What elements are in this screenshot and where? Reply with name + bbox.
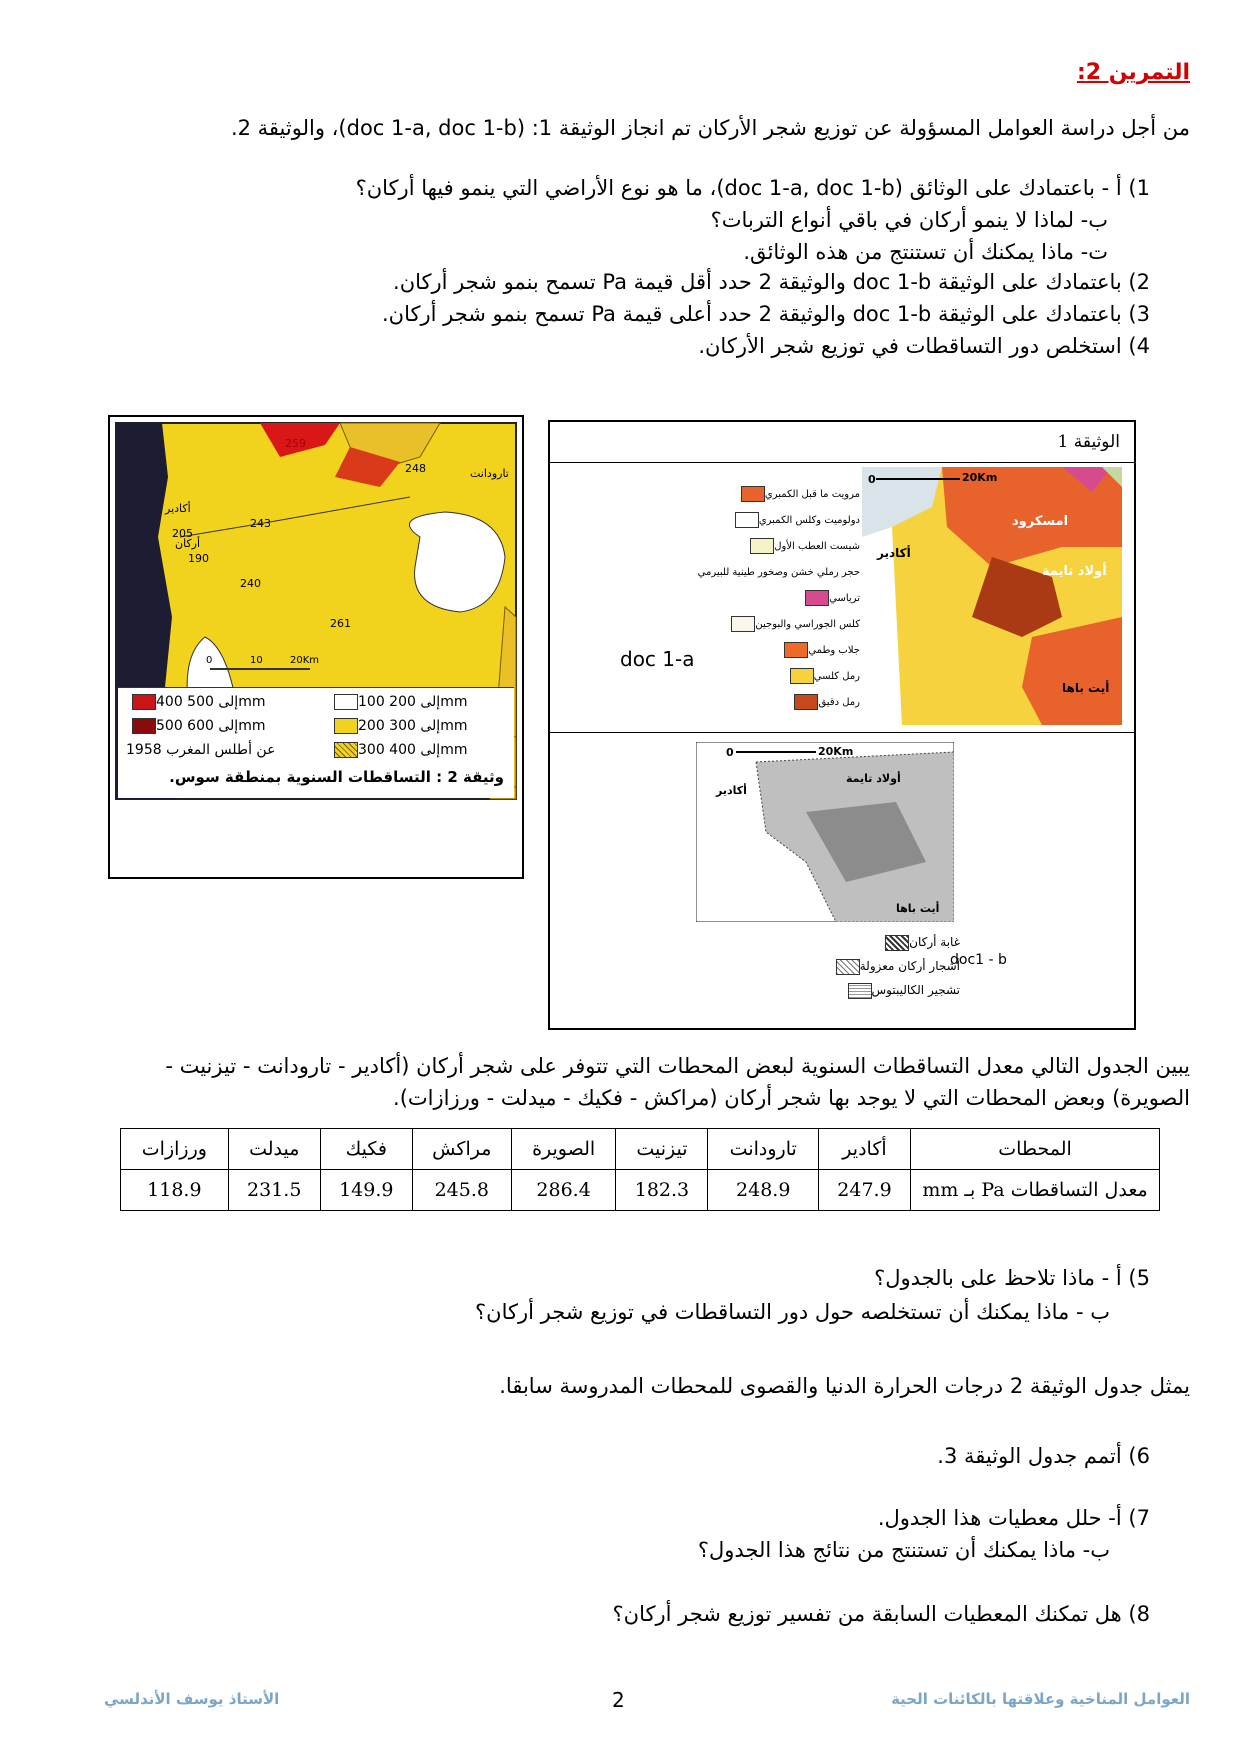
question-text: باعتمادك على الوثيقة doc 1-b والوثيقة 2 حدد أعلى قيمة Pa تسمح بنمو شجر أركان. [381, 302, 1122, 326]
question-number: 2) [1128, 270, 1150, 294]
place-label: أيت باها [896, 902, 940, 915]
station-label: 248 [405, 462, 426, 475]
legend-item: 100 إلى 200mm [328, 694, 467, 710]
document-2-figure [108, 415, 524, 879]
legend-item: رمل كلسي [670, 664, 860, 690]
question-number: 5) [1128, 1266, 1150, 1290]
argan-map-1b [696, 742, 954, 922]
place-label: أكادير [165, 502, 191, 515]
scale-zero: 0 [868, 473, 876, 486]
legend-item: 300 إلى 400mm [328, 742, 467, 758]
doc2-table-line: يمثل جدول الوثيقة 2 درجات الحرارة الدنيا والقصوى للمحطات المدروسة سابقا. [499, 1374, 1190, 1398]
question-number: 6) [1128, 1444, 1150, 1468]
legend-item: عن أطلس المغرب 1958 [126, 742, 276, 758]
table-cell: 149.9 [320, 1170, 412, 1211]
question-5b: ب - ماذا يمكنك أن تستخلصه حول دور التساقطات في توزيع شجر أركان؟ [475, 1300, 1110, 1324]
question-text: أ- حلل معطيات هذا الجدول. [877, 1506, 1122, 1530]
table-header-cell: ورزازات [121, 1129, 229, 1170]
figure-caption: وثيقة 2 : التساقطات السنوية بمنطقة سوس. [169, 768, 504, 786]
intro-text: من أجل دراسة العوامل المسؤولة عن توزيع شجر الأركان تم انجاز الوثيقة 1: (doc 1-a, doc 1-b)، والوثيقة 2. [230, 116, 1190, 140]
legend-item: تشجير الكاليبتوس [730, 978, 960, 1002]
table-header-cell: تارودانت [708, 1129, 819, 1170]
place-label: أكادير [877, 546, 911, 560]
table-cell: 182.3 [616, 1170, 708, 1211]
table-cell: 247.9 [818, 1170, 910, 1211]
page-number: 2 [612, 1688, 625, 1712]
table-header-row [121, 1129, 1160, 1170]
legend-swatch [132, 694, 156, 710]
table-header-cell: تيزنيت [616, 1129, 708, 1170]
question-2 [393, 266, 1150, 298]
legend-item: 500 إلى 600mm [126, 718, 265, 734]
doc1a-label: doc 1-a [620, 647, 695, 671]
question-4 [698, 330, 1150, 362]
doc1a-legend [670, 482, 860, 716]
rainfall-map [110, 417, 522, 877]
table-cell: 248.9 [708, 1170, 819, 1211]
legend-item: غابة أركان [730, 930, 960, 954]
geology-map-1a [862, 467, 1122, 725]
scale-zero: 0 [726, 746, 734, 759]
legend-item: كلس الجوراسي والبوجين [670, 612, 860, 638]
question-number: 7) [1128, 1506, 1150, 1530]
table-header-cell: أكادير [818, 1129, 910, 1170]
place-label: امسكرود [1012, 514, 1069, 529]
footer-subject: العوامل المناخية وعلاقتها بالكائنات الحية [891, 1690, 1190, 1708]
question-1c: ت- ماذا يمكنك أن تستنتج من هذه الوثائق. [743, 240, 1108, 264]
question-text: استخلص دور التساقطات في توزيع شجر الأركان. [698, 334, 1122, 358]
doc1b-label: doc1 - b [950, 952, 1007, 968]
legend-item: حجر رملي خشن وصخور طينية للبيرمي ترياسي [697, 567, 860, 604]
table-row-label: معدل التساقطات Pa بـ mm [911, 1170, 1160, 1211]
table-cell: 245.8 [412, 1170, 511, 1211]
station-label: 243 [250, 517, 271, 530]
table-cell: 118.9 [121, 1170, 229, 1211]
place-label: تارودانت [470, 467, 509, 480]
divider [550, 732, 1134, 733]
question-number: 3) [1128, 302, 1150, 326]
document-1-figure [548, 420, 1136, 1030]
question-number: 8) [1128, 1602, 1150, 1626]
scale-label: 20Km [818, 745, 854, 758]
legend-item: 200 إلى 300mm [328, 718, 467, 734]
question-number: 4) [1128, 334, 1150, 358]
legend-item: شيست العطب الأول [670, 534, 860, 560]
scale-tick: 0 [206, 655, 213, 666]
legend-item: 400 إلى 500mm [126, 694, 265, 710]
legend-item: أشجار أركان معزولة [730, 954, 960, 978]
white-zone [409, 512, 505, 612]
table-header-cell: المحطات [911, 1129, 1160, 1170]
precipitation-table [120, 1128, 1160, 1211]
question-3 [382, 298, 1150, 330]
table-header-cell: مراكش [412, 1129, 511, 1170]
question-text: أ - باعتمادك على الوثائق (doc 1-a, doc 1-b)، ما هو نوع الأراضي التي ينمو فيها أركان؟ [355, 176, 1122, 200]
question-text: باعتمادك على الوثيقة doc 1-b والوثيقة 2 حدد أقل قيمة Pa تسمح بنمو شجر أركان. [393, 270, 1122, 294]
question-7a [878, 1502, 1150, 1534]
scale-label: 20Km [962, 471, 998, 484]
legend-swatch [334, 718, 358, 734]
exercise-title: التمرين 2: [1076, 60, 1190, 85]
place-label: أركان [175, 537, 201, 550]
question-1a [356, 172, 1150, 204]
question-text: أتمم جدول الوثيقة 3. [937, 1444, 1122, 1468]
document-1-header: الوثيقة 1 [1057, 432, 1120, 452]
table-row [121, 1170, 1160, 1211]
table-cell: 286.4 [511, 1170, 616, 1211]
legend-item: رمل دقيق [670, 690, 860, 716]
place-label: أولاد تايمة [846, 772, 901, 785]
table-intro-2: الصويرة) وبعض المحطات التي لا يوجد بها شجر أركان (مراكش - فكيك - ميدلت - ورزازات). [393, 1086, 1190, 1110]
table-header-cell: ميدلت [228, 1129, 320, 1170]
place-label: أولاد تايمة [1042, 564, 1107, 579]
legend-item: جلاب وطمي [670, 638, 860, 664]
question-6 [937, 1440, 1150, 1472]
footer-author: الأستاذ يوسف الأندلسي [104, 1690, 280, 1708]
question-number: 1) [1128, 176, 1150, 200]
station-label: 261 [330, 617, 351, 630]
legend-item: دولوميت وكلس الكمبري [670, 508, 860, 534]
station-label: 205 [172, 527, 193, 540]
legend-swatch [334, 694, 358, 710]
divider [550, 462, 1134, 463]
legend-swatch [334, 742, 358, 758]
question-text: أ - ماذا تلاحظ على بالجدول؟ [874, 1266, 1122, 1290]
map-legend [118, 687, 514, 798]
scale-tick: 10 [250, 655, 263, 666]
doc1b-legend [730, 930, 960, 1002]
question-8 [613, 1598, 1151, 1630]
table-header-cell: الصويرة [511, 1129, 616, 1170]
legend-item: مرويت ما قبل الكمبري [670, 482, 860, 508]
place-label: أكادير [716, 784, 747, 797]
place-label: أيت باها [1062, 681, 1110, 695]
station-label: 190 [188, 552, 209, 565]
station-label: 240 [240, 577, 261, 590]
station-label: 259 [285, 437, 306, 450]
question-5a [874, 1262, 1150, 1294]
table-header-cell: فكيك [320, 1129, 412, 1170]
scale-tick: 20Km [290, 655, 320, 666]
table-cell: 231.5 [228, 1170, 320, 1211]
question-text: هل تمكنك المعطيات السابقة من تفسير توزيع شجر أركان؟ [612, 1602, 1122, 1626]
table-intro-1: يبين الجدول التالي معدل التساقطات السنوية لبعض المحطات التي تتوفر على شجر أركان (أكادير - تارودانت - تيزنيت - [165, 1054, 1190, 1078]
legend-swatch [132, 718, 156, 734]
question-7b: ب- ماذا يمكنك أن تستنتج من نتائج هذا الجدول؟ [697, 1538, 1110, 1562]
question-1b: ب- لماذا لا ينمو أركان في باقي أنواع التربات؟ [710, 208, 1108, 232]
